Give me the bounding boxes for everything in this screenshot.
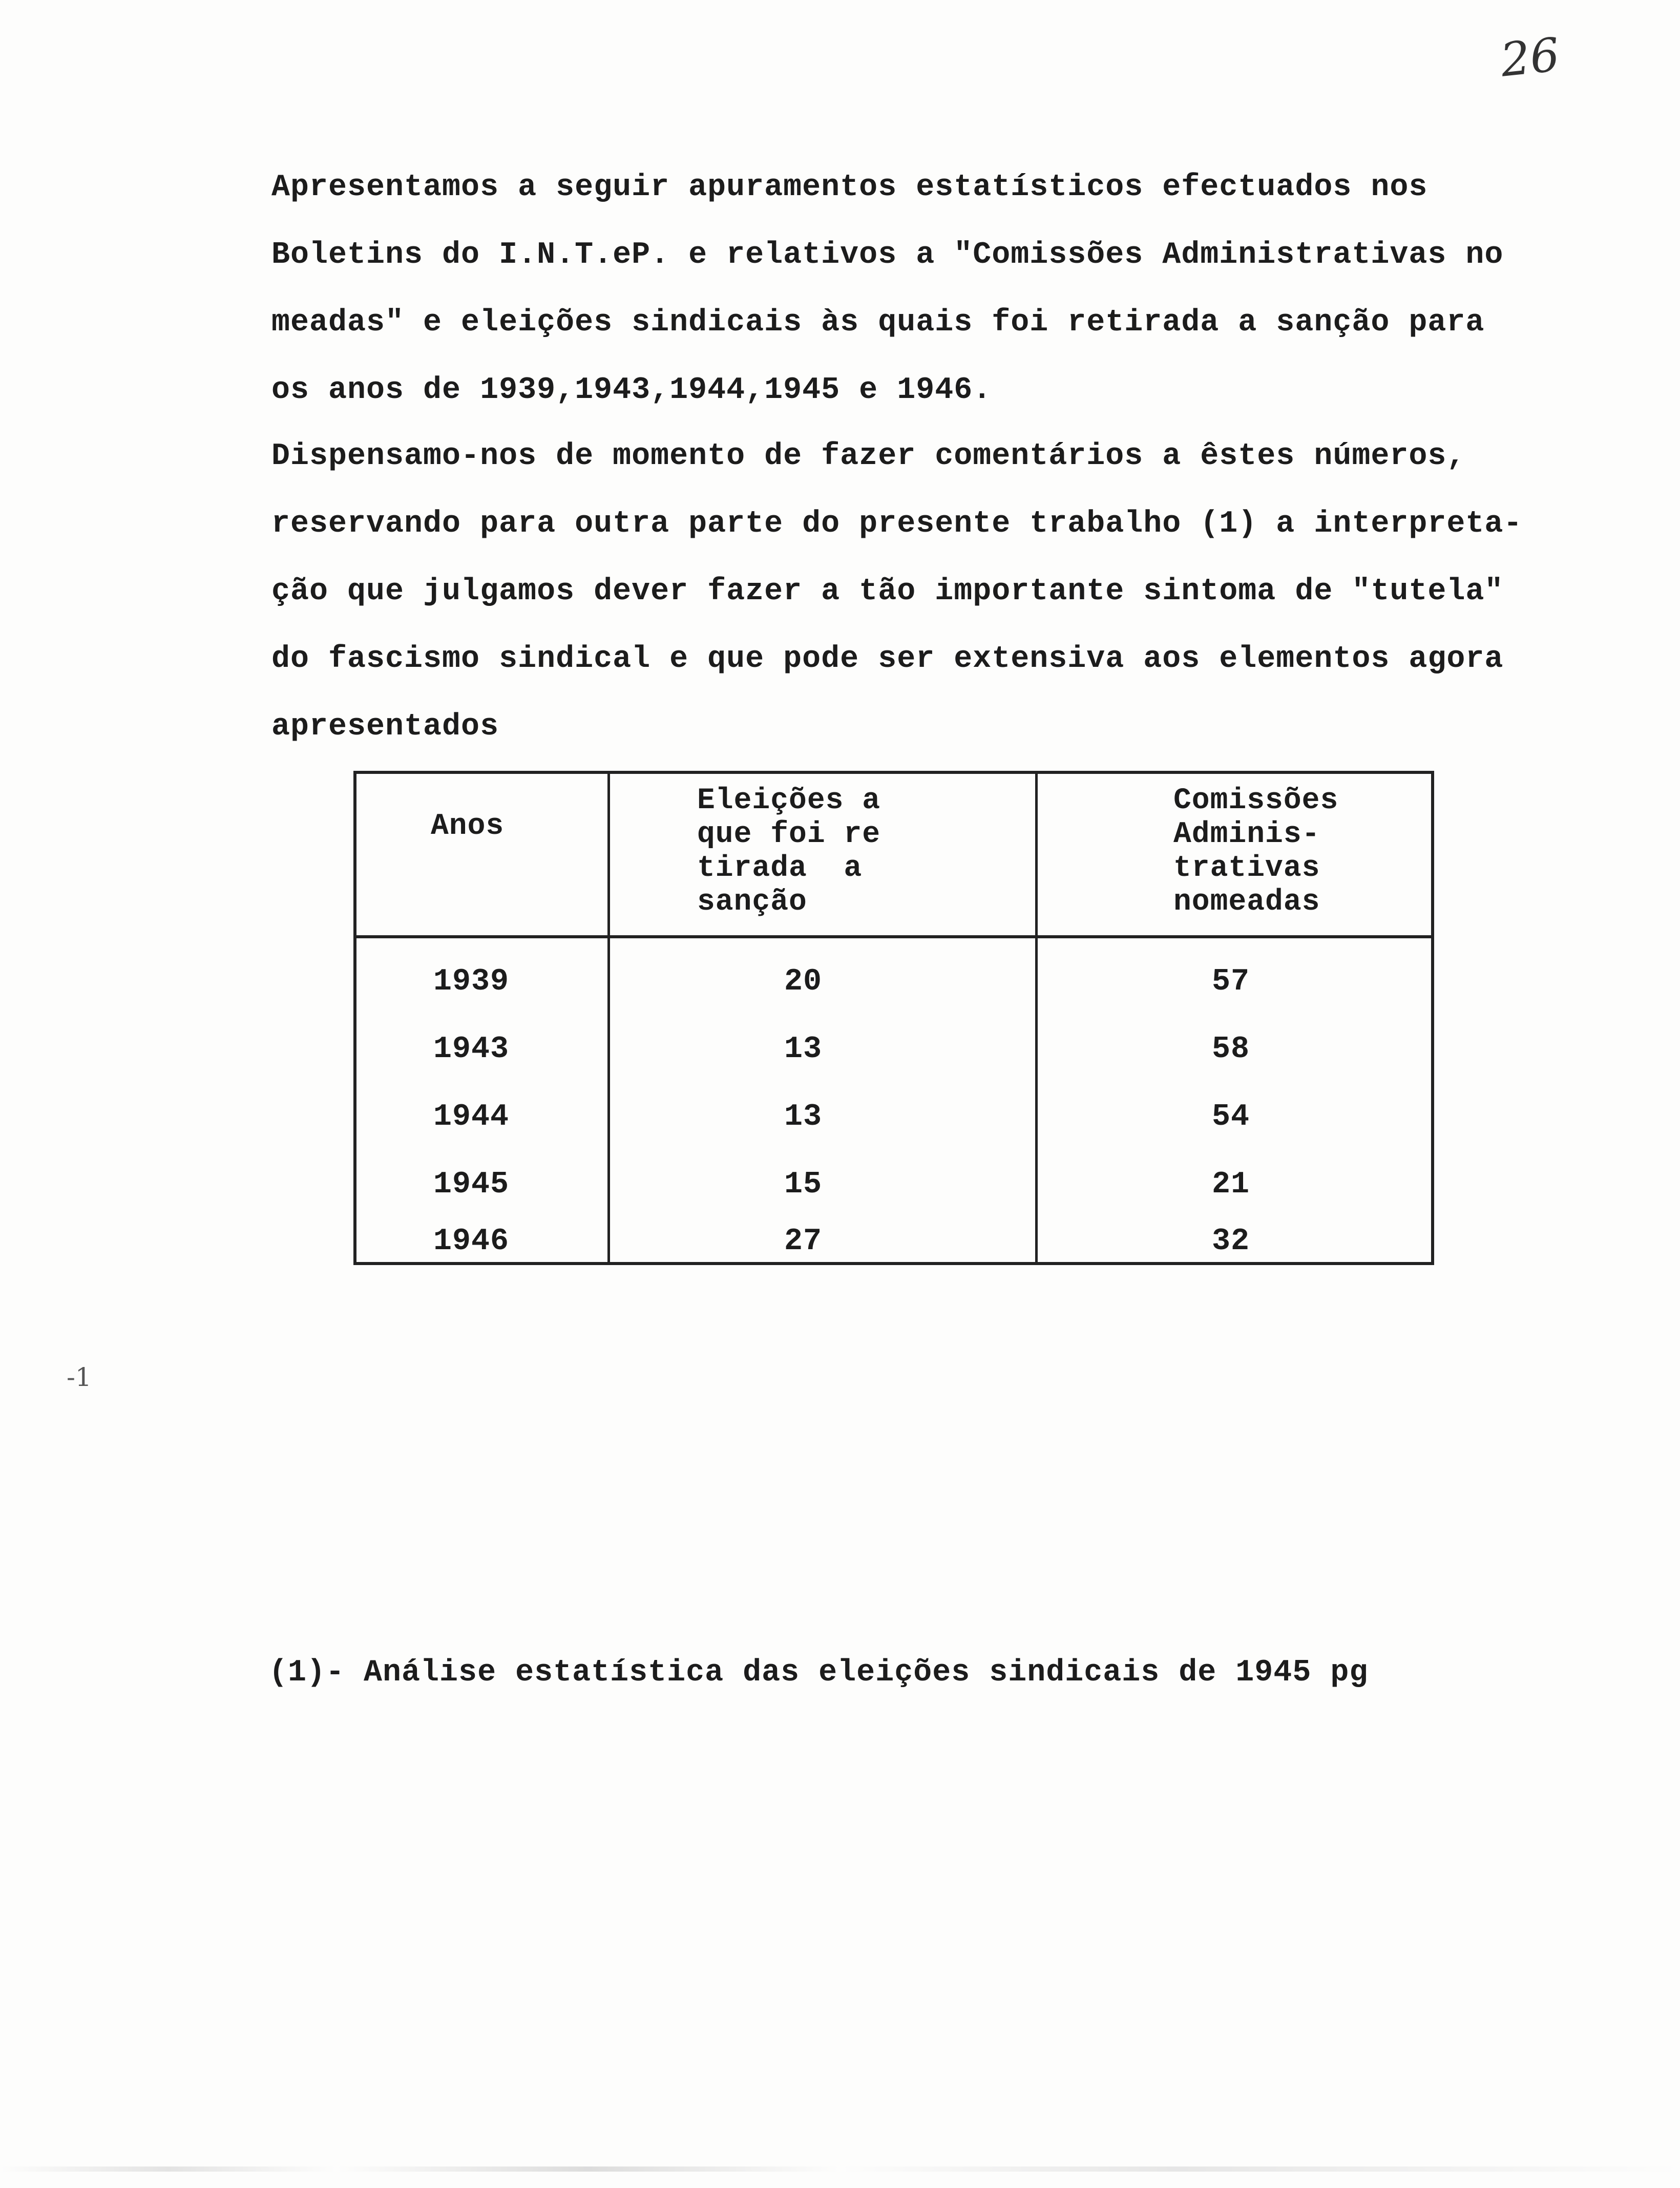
cell-year: 1943: [433, 1032, 510, 1067]
table-row: [356, 1083, 1431, 1151]
scan-edge-artifact: [0, 2166, 1680, 2172]
comment-paragraph: Dispensamo-nos de momento de fazer comentários a êstes números, reservando para outra parte do presente trabalho (1) a interpreta- ção que julgamos dever fazer a tão importante sintoma de "tutela" do fascismo sindical e que pode ser extensiva aos elementos agora apresentados: [271, 439, 1523, 744]
statistics-table: [353, 771, 1434, 1265]
margin-mark: -1: [67, 1362, 92, 1392]
intro-paragraph: Apresentamos a seguir apuramentos estatísticos efectuados nos Boletins do I.N.T.eP. e relativos a "Comissões Administrativas no meadas" e eleições sindicais às quais foi retirada a sanção para os anos de 1939,1943,1944,1945 e 1946.: [271, 170, 1504, 408]
cell-year: 1945: [433, 1167, 510, 1202]
header-years: Anos: [431, 810, 505, 843]
table-row: [356, 948, 1431, 1016]
table-row: [356, 1151, 1431, 1218]
page-number: 26: [1498, 28, 1562, 88]
cell-year: 1944: [433, 1100, 510, 1134]
cell-commissions: 57: [1212, 964, 1250, 999]
cell-commissions: 21: [1212, 1167, 1250, 1202]
table-row: [356, 1218, 1431, 1265]
header-commissions: Comissões Adminis- trativas nomeadas: [1173, 784, 1339, 919]
cell-commissions: 32: [1212, 1224, 1250, 1259]
cell-elections: 13: [784, 1032, 823, 1067]
cell-elections: 20: [784, 964, 823, 999]
cell-commissions: 54: [1212, 1100, 1250, 1134]
header-rule: [356, 935, 1431, 938]
cell-commissions: 58: [1212, 1032, 1250, 1067]
cell-elections: 13: [784, 1100, 823, 1134]
cell-year: 1939: [433, 964, 510, 999]
cell-year: 1946: [433, 1224, 510, 1259]
table-row: [356, 1016, 1431, 1083]
footnote: (1)- Análise estatística das eleições sindicais de 1945 pg: [269, 1655, 1369, 1690]
header-elections: Eleições a que foi re tirada a sanção: [697, 784, 881, 919]
cell-elections: 27: [784, 1224, 823, 1259]
cell-elections: 15: [784, 1167, 823, 1202]
